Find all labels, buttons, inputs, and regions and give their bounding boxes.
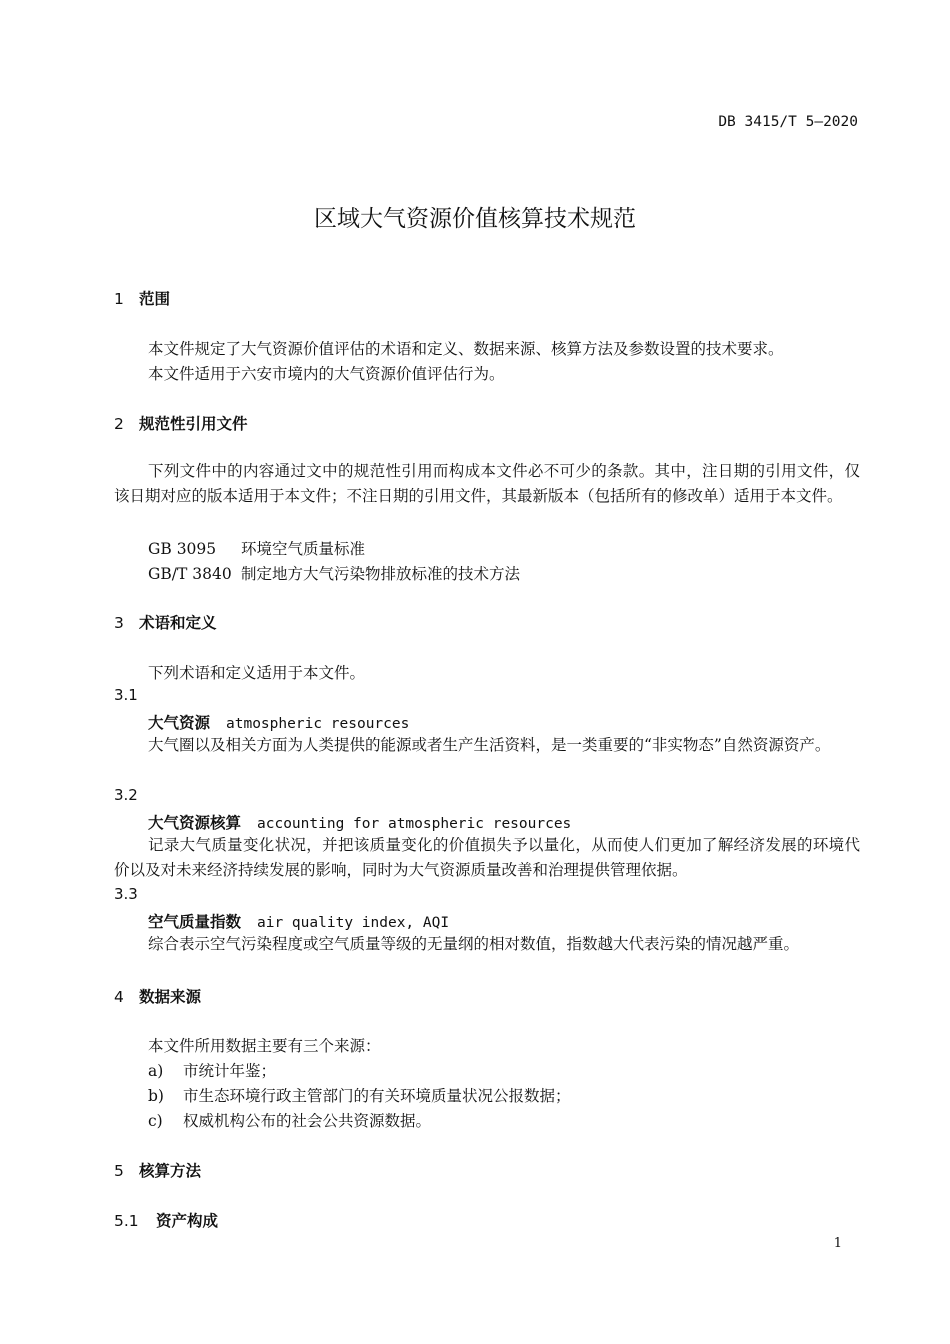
- normative-reference: [148, 562, 520, 584]
- section-title: 规范性引用文件: [139, 415, 248, 433]
- term-number: 3.3: [114, 885, 138, 903]
- section-2-heading: [114, 412, 248, 434]
- section-number: 1: [114, 290, 124, 308]
- reference-code: GB/T 3840: [148, 565, 232, 583]
- document-title: 区域大气资源价值核算技术规范: [314, 206, 636, 232]
- paragraph: 本文件适用于六安市境内的大气资源价值评估行为。: [148, 365, 505, 383]
- section-4-heading: [114, 985, 201, 1007]
- list-text: 市生态环境行政主管部门的有关环境质量状况公报数据；: [183, 1087, 571, 1105]
- section-number: 4: [114, 988, 124, 1006]
- term-chinese: 大气资源: [148, 714, 211, 732]
- section-title: 术语和定义: [139, 614, 217, 632]
- section-number: 5.1: [114, 1212, 139, 1230]
- term-entry: [148, 811, 571, 833]
- term-chinese: 空气质量指数: [148, 913, 242, 931]
- reference-title: 环境空气质量标准: [241, 540, 366, 558]
- section-title: 范围: [139, 290, 171, 308]
- term-definition: 大气圈以及相关方面为人类提供的能源或者生产生活资料，是一类重要的“非实物态”自然资源资产。: [148, 736, 831, 754]
- term-entry: [148, 711, 409, 733]
- term-definition: 综合表示空气污染程度或空气质量等级的无量纲的相对数值，指数越大代表污染的情况越严重。: [148, 935, 800, 953]
- normative-reference: [148, 537, 365, 559]
- section-number: 2: [114, 415, 124, 433]
- list-item: [148, 1059, 276, 1081]
- term-number: 3.1: [114, 686, 138, 704]
- term-number: 3.2: [114, 786, 138, 804]
- reference-code: GB 3095: [148, 540, 217, 558]
- term-definition: 记录大气质量变化状况，并把该质量变化的价值损失予以量化，从而使人们更加了解经济发展的环境代价以及对未来经济持续发展的影响，同时为大气资源质量改善和治理提供管理依据。: [114, 836, 860, 879]
- list-text: 权威机构公布的社会公共资源数据。: [183, 1112, 432, 1130]
- term-entry: [148, 910, 449, 932]
- section-title: 数据来源: [139, 988, 202, 1006]
- term-chinese: 大气资源核算: [148, 814, 242, 832]
- section-5-heading: [114, 1159, 201, 1181]
- list-item: [148, 1109, 431, 1131]
- list-item: [148, 1084, 571, 1106]
- list-label: c): [148, 1112, 163, 1130]
- term-english: air quality index, AQI: [257, 915, 450, 931]
- term-english: atmospheric resources: [226, 716, 410, 732]
- list-label: b): [148, 1087, 164, 1105]
- subsection-5-1-heading: [114, 1209, 218, 1231]
- section-number: 3: [114, 614, 124, 632]
- page-number: 1: [833, 1236, 842, 1251]
- section-title: 核算方法: [139, 1162, 202, 1180]
- paragraph: 本文件所用数据主要有三个来源：: [148, 1037, 381, 1055]
- section-title: 资产构成: [156, 1212, 219, 1230]
- list-label: a): [148, 1062, 164, 1080]
- paragraph: 下列术语和定义适用于本文件。: [148, 664, 366, 682]
- list-text: 市统计年鉴；: [183, 1062, 277, 1080]
- paragraph: 下列文件中的内容通过文中的规范性引用而构成本文件必不可少的条款。其中，注日期的引用文件，仅该日期对应的版本适用于本文件；不注日期的引用文件，其最新版本（包括所有的修改单）适用于本文件。: [114, 462, 860, 505]
- reference-title: 制定地方大气污染物排放标准的技术方法: [241, 565, 521, 583]
- term-english: accounting for atmospheric resources: [257, 816, 572, 832]
- document-number: DB 3415/T 5—2020: [718, 114, 858, 130]
- section-3-heading: [114, 611, 217, 633]
- paragraph: 本文件规定了大气资源价值评估的术语和定义、数据来源、核算方法及参数设置的技术要求。: [148, 340, 784, 358]
- section-number: 5: [114, 1162, 124, 1180]
- section-1-heading: [114, 287, 170, 309]
